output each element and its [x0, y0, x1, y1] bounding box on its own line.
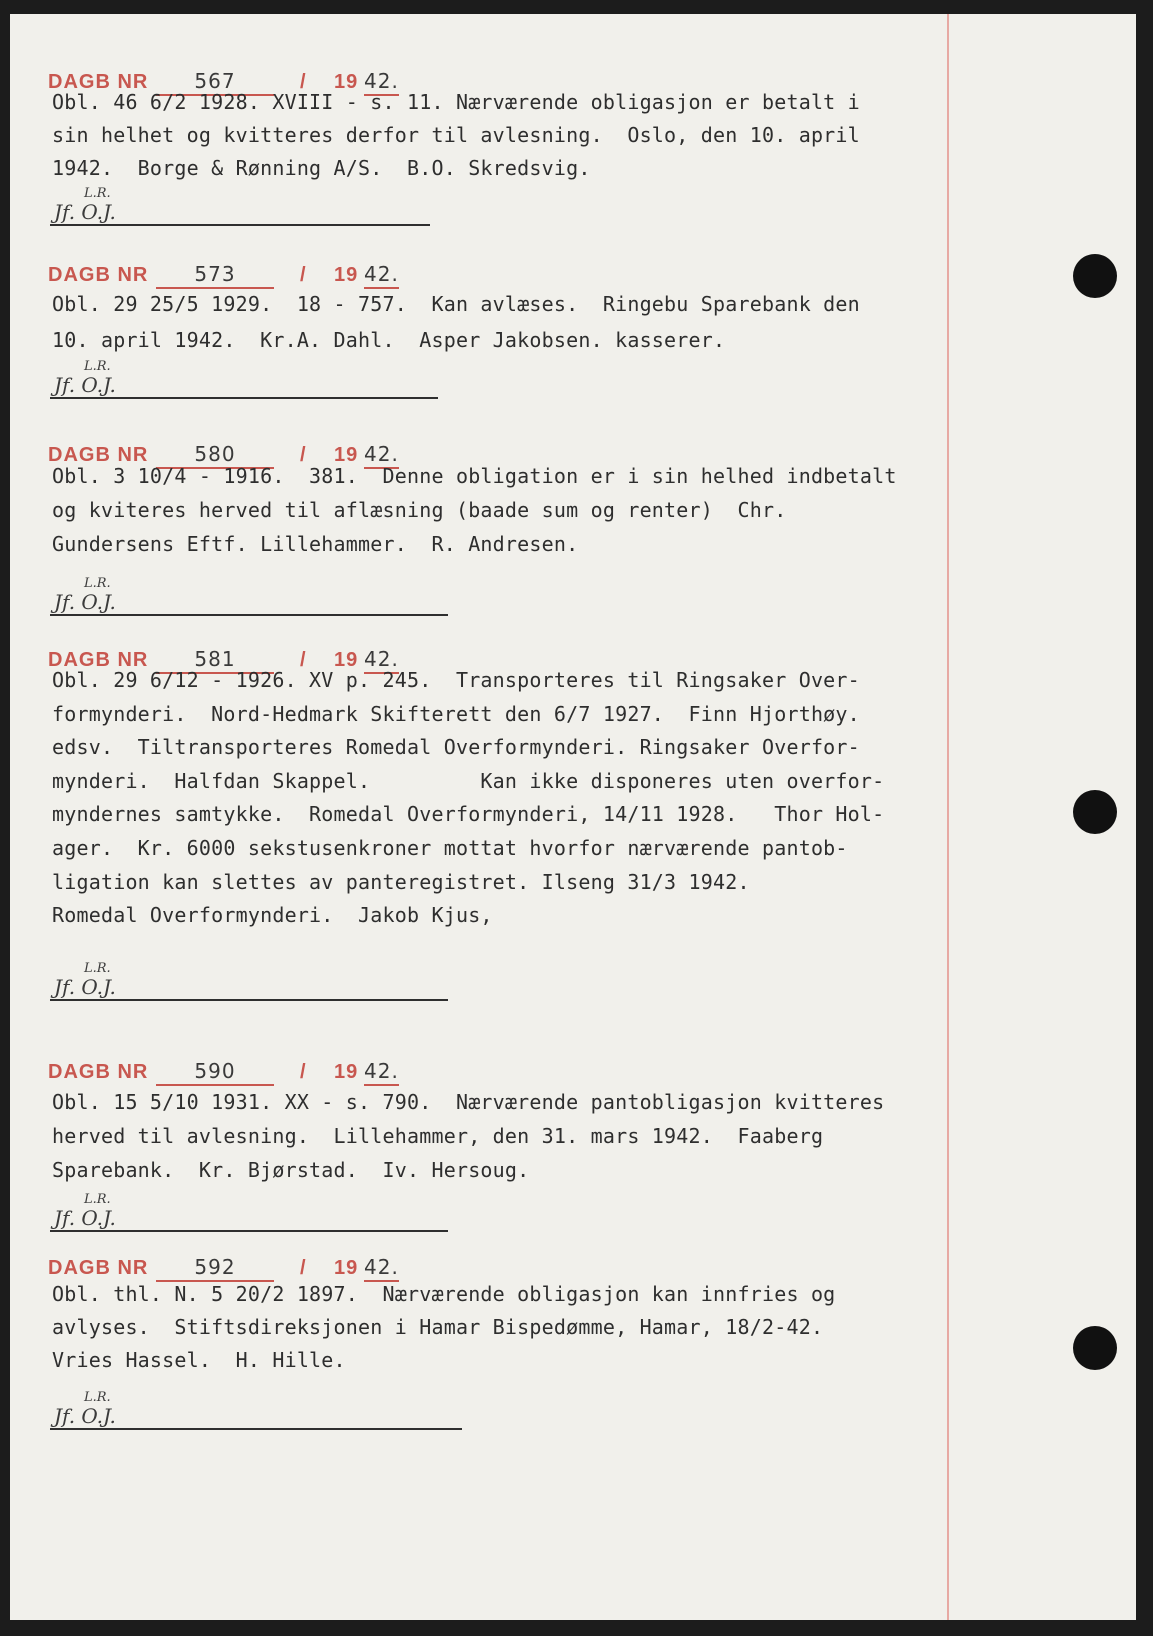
entry-text-line: ligation kan slettes av panteregistret. Ilseng 31/3 1942.: [52, 869, 750, 894]
year-prefix: 19: [334, 71, 359, 93]
clerk-initials: [54, 961, 116, 999]
entry-underline: [50, 224, 430, 226]
header-slash: /: [300, 71, 307, 93]
entry-number: 581: [156, 647, 274, 674]
punch-hole: [1073, 790, 1117, 834]
entry-text-line: sin helhet og kvitteres derfor til avlesning. Oslo, den 10. april: [52, 123, 860, 147]
clerk-initials: [54, 1390, 116, 1428]
entry-number: 573: [156, 262, 274, 289]
dagb-label: DAGB NR: [48, 1257, 149, 1279]
entry-year: 42.: [364, 647, 399, 674]
header-slash: /: [300, 649, 307, 671]
entry-number: 592: [156, 1255, 274, 1282]
entry-text-line: Romedal Overformynderi. Jakob Kjus,: [52, 903, 493, 928]
entry-underline: [50, 999, 448, 1001]
year-prefix: 19: [334, 264, 359, 286]
entry-text-line: edsv. Tiltransporteres Romedal Overformynderi. Ringsaker Overfor-: [52, 735, 860, 760]
entry-underline: [50, 397, 438, 399]
dagb-label: DAGB NR: [48, 444, 149, 466]
initials-text: Jf. O.J.: [54, 590, 116, 614]
dagb-label: DAGB NR: [48, 264, 149, 286]
clerk-initials: [54, 186, 116, 224]
initials-text: Jf. O.J.: [54, 373, 116, 397]
year-prefix: 19: [334, 1257, 359, 1279]
year-prefix: 19: [334, 1061, 359, 1083]
initials-superscript: L.R.: [84, 1192, 111, 1207]
initials-superscript: L.R.: [84, 359, 111, 374]
entry-number: 567: [156, 69, 274, 96]
entry-year: 42.: [364, 1059, 399, 1086]
entry-underline: [50, 1230, 448, 1232]
entry-text-line: og kviteres herved til aflæsning (baade sum og renter) Chr.: [52, 498, 787, 522]
initials-text: Jf. O.J.: [54, 200, 116, 224]
entry-text-line: herved til avlesning. Lillehammer, den 31. mars 1942. Faaberg: [52, 1124, 824, 1148]
clerk-initials: [54, 359, 116, 397]
year-prefix: 19: [334, 444, 359, 466]
entry-text-line: Obl. 46 6/2 1928. XVIII - s. 11. Nærværende obligasjon er betalt i: [52, 90, 860, 114]
entry-text-line: ager. Kr. 6000 sekstusenkroner mottat hvorfor nærværende pantob-: [52, 836, 848, 860]
initials-superscript: L.R.: [84, 186, 111, 201]
entry-year: 42.: [364, 442, 399, 469]
entry-number: 590: [156, 1059, 274, 1086]
entry-year: 42.: [364, 1255, 399, 1282]
entry-header: [48, 1056, 468, 1086]
header-slash: /: [300, 1061, 307, 1083]
entry-text-line: Obl. 3 10/4 - 1916. 381. Denne obligation er i sin helhed indbetalt: [52, 464, 897, 488]
entry-text-line: Obl. 29 6/12 - 1926. XV p. 245. Transporteres til Ringsaker Over-: [52, 668, 860, 692]
initials-text: Jf. O.J.: [54, 1404, 116, 1428]
initials-superscript: L.R.: [84, 576, 111, 591]
entry-text-line: 10. april 1942. Kr.A. Dahl. Asper Jakobsen. kasserer.: [52, 328, 726, 352]
entry-text-line: Obl. thl. N. 5 20/2 1897. Nærværende obligasjon kan innfries og: [52, 1282, 836, 1306]
clerk-initials: [54, 576, 116, 614]
entry-text-line: avlyses. Stiftsdireksjonen i Hamar Bispedømme, Hamar, 18/2-42.: [52, 1315, 824, 1339]
entry-text-line: Obl. 29 25/5 1929. 18 - 757. Kan avlæses. Ringebu Sparebank den: [52, 292, 860, 316]
initials-text: Jf. O.J.: [54, 1206, 116, 1230]
document-page: [10, 14, 1136, 1620]
entry-text-line: 1942. Borge & Rønning A/S. B.O. Skredsvig.: [52, 156, 591, 180]
entry-underline: [50, 1428, 462, 1430]
entry-number: 580: [156, 442, 274, 469]
entry-text-line: Sparebank. Kr. Bjørstad. Iv. Hersoug.: [52, 1158, 530, 1182]
margin-line: [947, 14, 949, 1620]
entry-text-line: formynderi. Nord-Hedmark Skifterett den 6/7 1927. Finn Hjorthøy.: [52, 701, 860, 726]
clerk-initials: [54, 1192, 116, 1230]
punch-hole: [1073, 254, 1117, 298]
entry-text-line: Obl. 15 5/10 1931. XX - s. 790. Nærværende pantobligasjon kvitteres: [52, 1090, 885, 1114]
entry-header: [48, 1252, 468, 1282]
entry-year: 42.: [364, 69, 399, 96]
entry-text-line: Vries Hassel. H. Hille.: [52, 1348, 346, 1372]
header-slash: /: [300, 1257, 307, 1279]
year-prefix: 19: [334, 649, 359, 671]
entry-text-line: Gundersens Eftf. Lillehammer. R. Andresen.: [52, 532, 579, 556]
entry-underline: [50, 614, 448, 616]
header-slash: /: [300, 264, 307, 286]
entry-header: [48, 259, 468, 289]
initials-text: Jf. O.J.: [54, 975, 116, 999]
entry-text-line: mynderi. Halfdan Skappel. Kan ikke disponeres uten overfor-: [52, 768, 885, 793]
punch-hole: [1073, 1326, 1117, 1370]
dagb-label: DAGB NR: [48, 649, 149, 671]
entry-year: 42.: [364, 262, 399, 289]
initials-superscript: L.R.: [84, 1390, 111, 1405]
dagb-label: DAGB NR: [48, 71, 149, 93]
initials-superscript: L.R.: [84, 961, 111, 976]
entry-text-line: myndernes samtykke. Romedal Overformynderi, 14/11 1928. Thor Hol-: [52, 802, 885, 827]
header-slash: /: [300, 444, 307, 466]
dagb-label: DAGB NR: [48, 1061, 149, 1083]
